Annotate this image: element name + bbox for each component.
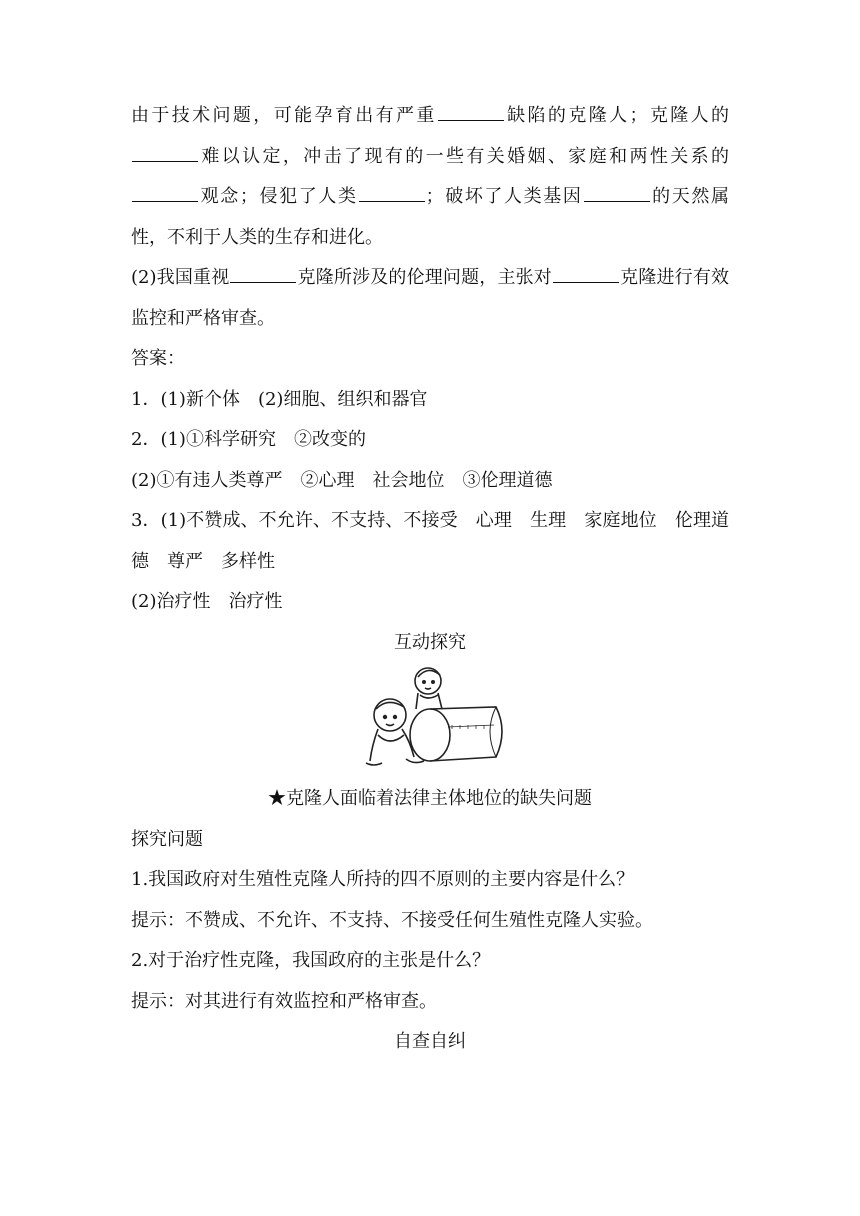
explore-heading: 探究问题 [131, 828, 203, 850]
fill-blank [132, 200, 198, 202]
text-run: 难以认定，冲击了现有的一些有关婚姻、家庭和两性关系的 [199, 145, 729, 167]
answer-part: (1)新个体 [160, 388, 240, 410]
text-run: ；破坏了人类基因 [425, 186, 583, 207]
answer-3b [131, 582, 729, 623]
explore-question-1: 1.我国政府对生殖性克隆人所持的四不原则的主要内容是什么？ [131, 869, 635, 890]
passage-paragraph-1 [131, 96, 729, 258]
answer-part: ②改变的 [293, 429, 366, 450]
fill-blank [438, 119, 504, 121]
text-run: 克隆进行有效监控和严格审查。 [131, 267, 730, 329]
answer-part: (1)不赞成、不允许、不支持、不接受 [160, 510, 458, 531]
text-run: 观念；侵犯了人类 [199, 186, 358, 207]
section-subtitle: ★克隆人面临着法律主体地位的缺失问题 [268, 788, 592, 809]
answer-part: 治疗性 [228, 591, 283, 612]
answer-part: (2)细胞、组织和器官 [257, 388, 428, 410]
answer-number: 1． [131, 388, 161, 410]
answer-part: (1)①科学研究 [160, 429, 276, 450]
section-title-interactive: 互动探究 [394, 631, 466, 653]
answer-2b [131, 461, 729, 502]
answer-part: 尊严 [167, 550, 203, 572]
explore-hint-1: 提示：不赞成、不允许、不支持、不接受任何生殖性克隆人实验。 [131, 909, 653, 931]
answers-heading: 答案： [131, 348, 185, 369]
answer-part: 心理 [475, 510, 512, 531]
text-run: 缺陷的克隆人；克隆人的 [504, 105, 730, 126]
fill-blank [553, 281, 619, 283]
answer-3 [131, 501, 729, 582]
answer-part: 生理 [529, 510, 567, 531]
answer-part: 家庭地位 [584, 510, 657, 531]
text-run: 的天然属性，不利于人类的生存和进化。 [131, 186, 730, 248]
answer-part: (2)①有违人类尊严 [131, 469, 283, 491]
text-run: (2)我国重视 [131, 267, 230, 288]
explore-question-2: 2.对于治疗性克隆，我国政府的主张是什么？ [131, 950, 491, 971]
fill-blank [584, 200, 650, 202]
answer-part: 社会地位 [372, 469, 445, 491]
section-title-self-check: 自查自纠 [394, 1031, 466, 1052]
answer-part: ②心理 [300, 469, 355, 491]
passage-paragraph-2 [131, 258, 729, 339]
answer-2 [131, 420, 729, 461]
answer-number: 2． [131, 429, 161, 450]
fill-blank [359, 200, 425, 202]
text-run: 由于技术问题，可能孕育出有严重 [131, 105, 437, 126]
answer-part: 多样性 [221, 550, 275, 572]
explore-hint-2: 提示：对其进行有效监控和严格审查。 [131, 990, 437, 1012]
illustration-icon [348, 665, 512, 775]
fill-blank [132, 160, 198, 162]
document-page [131, 96, 729, 1063]
answer-part: (2)治疗性 [131, 591, 211, 612]
answer-part: 伦理道德 [131, 510, 730, 572]
fill-blank [230, 281, 296, 283]
answer-part: ③伦理道德 [462, 469, 553, 491]
answer-number: 3． [131, 510, 161, 531]
text-run: 克隆所涉及的伦理问题，主张对 [297, 267, 552, 288]
answer-1 [131, 380, 729, 421]
